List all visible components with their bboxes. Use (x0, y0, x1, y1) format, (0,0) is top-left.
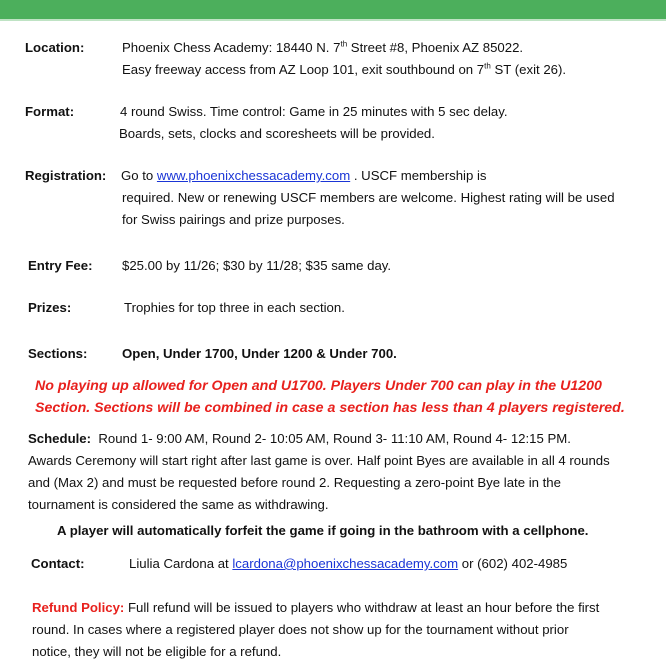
entry-fee-text: $25.00 by 11/26; $30 by 11/28; $35 same day. (122, 258, 392, 273)
registration-line-2: required. New or renewing USCF members are welcome. Highest rating will be used (122, 190, 615, 205)
cellphone-rule: A player will automatically forfeit the game if going in the bathroom with a cellphone. (57, 523, 589, 538)
schedule-times: Round 1- 9:00 AM, Round 2- 10:05 AM, Round 3- 11:10 AM, Round 4- 12:15 PM. (98, 431, 571, 446)
registration-label: Registration: (25, 168, 107, 183)
sections-text: Open, Under 1700, Under 1200 & Under 700. (122, 346, 397, 361)
schedule-label: Schedule: (28, 431, 92, 446)
registration-text-a: Go to (121, 168, 157, 183)
location-sup-b: th (484, 61, 491, 71)
location-text-d: ST (exit 26). (490, 62, 567, 77)
sections-label: Sections: (28, 346, 88, 361)
refund-line-3: notice, they will not be eligible for a refund. (32, 644, 282, 659)
contact-name: Liulia Cardona at (129, 556, 233, 571)
notice-line-1: No playing up allowed for Open and U1700. Players Under 700 can play in the U1200 (35, 378, 602, 394)
schedule-line-2: Awards Ceremony will start right after last game is over. Half point Byes are available in all 4 rounds (28, 453, 610, 468)
registration-text-b: . USCF membership is (350, 168, 487, 183)
location-sup-a: th (340, 39, 348, 49)
header-bar-edge (0, 19, 666, 21)
schedule-line-3: and (Max 2) and must be requested before round 2. Requesting a zero-point Bye late in the (28, 475, 561, 490)
location-label: Location: (25, 40, 85, 55)
contact-phone: or (602) 402-4985 (458, 556, 568, 571)
registration-line-3: for Swiss pairings and prize purposes. (122, 212, 345, 227)
header-bar (0, 0, 666, 19)
refund-line-1 (32, 597, 599, 618)
entry-fee-label: Entry Fee: (28, 258, 93, 273)
refund-text-a: Full refund will be issued to players who withdraw at least an hour before the first (124, 600, 600, 615)
refund-label: Refund Policy: (32, 600, 125, 615)
contact-email-link[interactable]: lcardona@phoenixchessacademy.com (232, 556, 459, 571)
contact-label: Contact: (31, 556, 85, 571)
location-text-b: Street #8, Phoenix AZ 85022. (347, 40, 524, 55)
location-text-c: Easy freeway access from AZ Loop 101, exit southbound on 7 (122, 62, 485, 77)
prizes-label: Prizes: (28, 300, 72, 315)
format-line-1: 4 round Swiss. Time control: Game in 25 minutes with 5 sec delay. (120, 104, 508, 119)
notice-line-2: Section. Sections will be combined in case a section has less than 4 players registered. (35, 400, 625, 416)
location-text-a: Phoenix Chess Academy: 18440 N. 7 (122, 40, 341, 55)
academy-website-link[interactable]: www.phoenixchessacademy.com (156, 168, 351, 183)
format-line-2: Boards, sets, clocks and scoresheets will be provided. (119, 126, 435, 141)
location-line-2 (122, 59, 566, 80)
refund-line-2: round. In cases where a registered player does not show up for the tournament without prior (32, 622, 569, 637)
location-line-1 (122, 37, 523, 58)
format-label: Format: (25, 104, 75, 119)
contact-line (129, 553, 567, 574)
prizes-text: Trophies for top three in each section. (124, 300, 345, 315)
registration-line-1 (121, 165, 487, 186)
schedule-line-1 (28, 428, 571, 449)
schedule-line-4: tournament is considered the same as withdrawing. (28, 497, 329, 512)
